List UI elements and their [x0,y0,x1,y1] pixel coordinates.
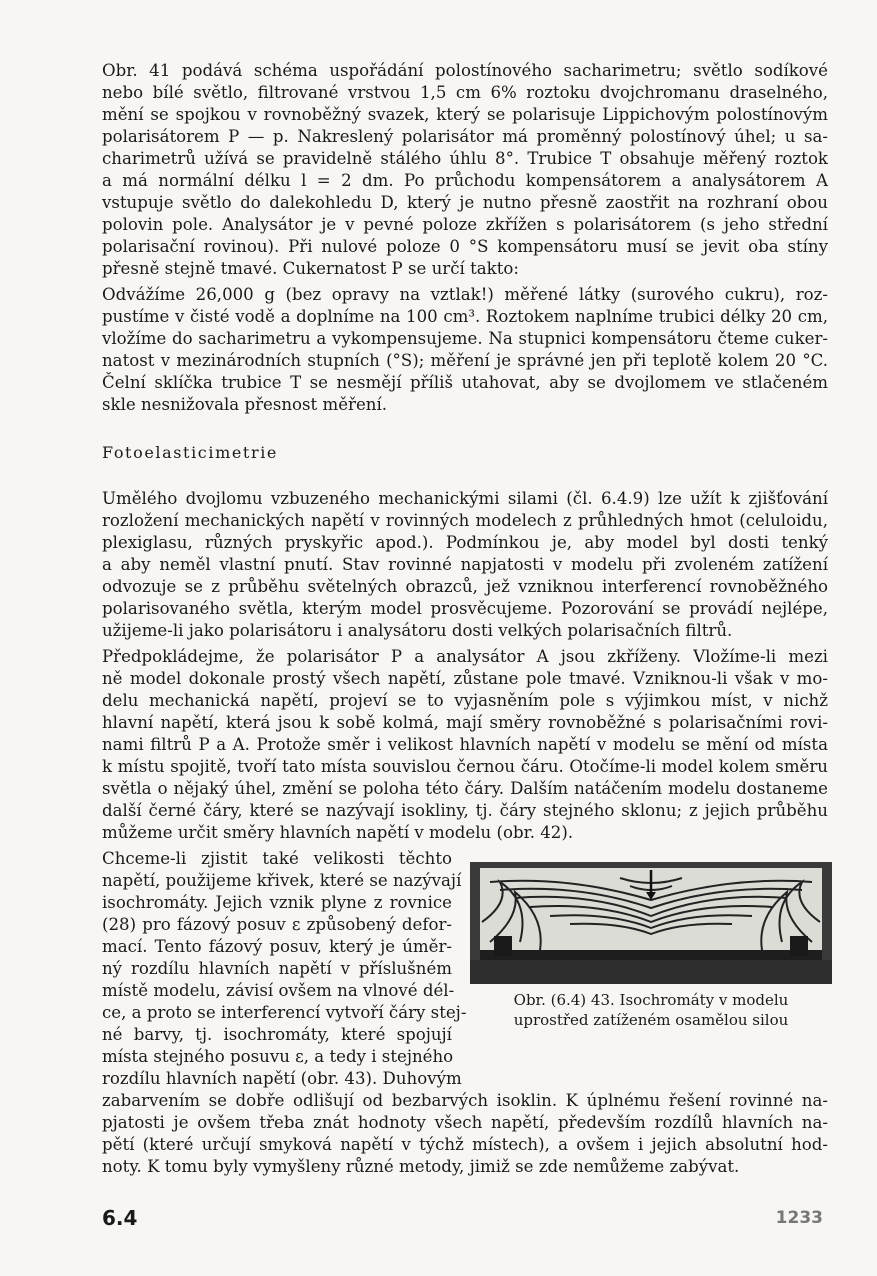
text-line: a aby neměl vlastní pnutí. Stav rovinné napjatosti v modelu při zvoleném zatížení [102,555,828,574]
text-line: delu mechanická napětí, projeví se to vyjasněním pole s výjimkou míst, v nichž [102,691,828,710]
isochromatic-photo [470,862,832,984]
text-line: rozdílu hlavních napětí (obr. 43). Duhovým [102,1069,462,1088]
text-line: Předpokládejme, že polarisátor P a analysátor A jsou zkříženy. Vložíme-li mezi [102,647,828,666]
text-line: můžeme určit směry hlavních napětí v modelu (obr. 42). [102,823,574,842]
text-line: skle nesnižovala přesnost měření. [102,395,388,414]
text-line: užijeme-li jako polarisátoru i analysátoru dosti velkých polarisačních filtrů. [102,621,733,640]
text-line: vložíme do sacharimetru a vykompensujeme. Na stupnici kompensátoru čteme cuker- [102,329,828,348]
text-line: rozložení mechanických napětí v rovinných modelech z průhledných hmot (celuloidu, [102,511,828,530]
text-line: noty. K tomu byly vymyšleny různé metody, jimiž se zde nemůžeme zabývat. [102,1157,740,1176]
text-line: a má normální délku l = 2 dm. Po průchodu kompensátorem a analysátorem A [102,171,828,190]
text-line: Umělého dvojlomu vzbuzeného mechanickými silami (čl. 6.4.9) lze užít k zjišťování [102,489,828,508]
text-line: né barvy, tj. isochromáty, které spojují [102,1025,452,1044]
text-line: plexiglasu, různých pryskyřic apod.). Podmínkou je, aby model byl dosti tenký [102,533,828,552]
isochromatic-fringes-image [470,862,832,984]
text-line: další černé čáry, které se nazývají isokliny, tj. čáry stejného sklonu; z jejich průběhu [102,801,828,820]
text-line: natost v mezinárodních stupních (°S); měření je správné jen při teplotě kolem 20 °C. [102,351,828,370]
text-line: Čelní sklíčka trubice T se nesmějí příliš utahovat, aby se dvojlomem ve stlačeném [102,373,828,392]
text-line: Obr. 41 podává schéma uspořádání polostínového sacharimetru; světlo sodíkové [102,61,828,80]
text-line: vstupuje světlo do dalekohledu D, který je nutno přesně zaostřit na rozhraní obou [102,193,828,212]
text-line: přesně stejně tmavé. Cukernatost P se určí takto: [102,259,519,278]
text-line: hlavní napětí, která jsou k sobě kolmá, mají směry rovnoběžné s polarisačními rovi- [102,713,828,732]
section-number: 6.4 [102,1206,138,1230]
text-line: mací. Tento fázový posuv, který je úměr- [102,937,452,956]
text-line: místa stejného posuvu ε, a tedy i stejného [102,1047,454,1066]
text-line: polarisátorem P — p. Nakreslený polarisátor má proměnný polostínový úhel; u sa- [102,127,828,146]
text-line: světla o nějaký úhel, změní se poloha této čáry. Dalším natáčením modelu dostaneme [102,779,828,798]
text-line: nebo bílé světlo, filtrované vrstvou 1,5 cm 6% roztoku dvojchromanu draselného, [102,83,828,102]
text-line: charimetrů užívá se pravidelně stálého úhlu 8°. Trubice T obsahuje měřený roztok [102,149,828,168]
text-line: nami filtrů P a A. Protože směr i velikost hlavních napětí v modelu se mění od místa [102,735,828,754]
figure-caption-line-1: Obr. (6.4) 43. Isochromáty v modelu [513,991,789,1009]
text-line: pětí (které určují smyková napětí v týchž místech), a ovšem i jejich absolutní hod- [102,1135,828,1154]
text-line: k místu spojitě, tvoří tato místa souvislou černou čáru. Otočíme-li model kolem směru [102,757,828,776]
text-line: ce, a proto se interferencí vytvoří čáry stej- [102,1003,467,1022]
text-line: polarisovaného světla, kterým model prosvěcujeme. Pozorování se provádí nejlépe, [102,599,828,618]
text-line: isochromáty. Jejich vznik plyne z rovnice [102,893,452,912]
text-line: ně model dokonale prostý všech napětí, zůstane pole tmavé. Vzniknou-li však v mo- [102,669,828,688]
figure-caption-line-2: uprostřed zatíženém osamělou silou [513,1011,789,1029]
text-line: odvozuje se z průběhu světelných obrazců, jež vzniknou interferencí rovnoběžného [102,577,828,596]
text-line: ný rozdílu hlavních napětí v příslušném [102,959,452,978]
text-line: polarisační rovinou). Při nulové poloze 0 °S kompensátoru musí se jevit oba stíny [102,237,828,256]
text-line: napětí, použijeme křivek, které se nazývají [102,871,462,890]
page-number: 1233 [775,1208,823,1228]
text-line: (28) pro fázový posuv ε způsobený defor- [102,915,452,934]
text-line: místě modelu, závisí ovšem na vlnové dél- [102,981,455,1000]
text-line: pjatosti je ovšem třeba znát hodnoty všech napětí, především rozdílů hlavních na- [102,1113,828,1132]
text-line: mění se spojkou v rovnoběžný svazek, který se polarisuje Lippichovým polostínovým [102,105,828,124]
text-line: polovin pole. Analysátor je v pevné poloze zkřížen s polarisátorem (s jeho střední [102,215,828,234]
text-line: zabarvením se dobře odlišují od bezbarvých isoklin. K úplnému řešení rovinné na- [102,1091,828,1110]
section-heading: Fotoelasticimetrie [102,443,278,462]
text-line: Chceme-li zjistit také velikosti těchto [102,849,452,868]
text-line: Odvážíme 26,000 g (bez opravy na vztlak!) měřené látky (surového cukru), roz- [102,285,828,304]
text-line: pustíme v čisté vodě a doplníme na 100 cm³. Roztokem naplníme trubici délky 20 cm, [102,307,828,326]
